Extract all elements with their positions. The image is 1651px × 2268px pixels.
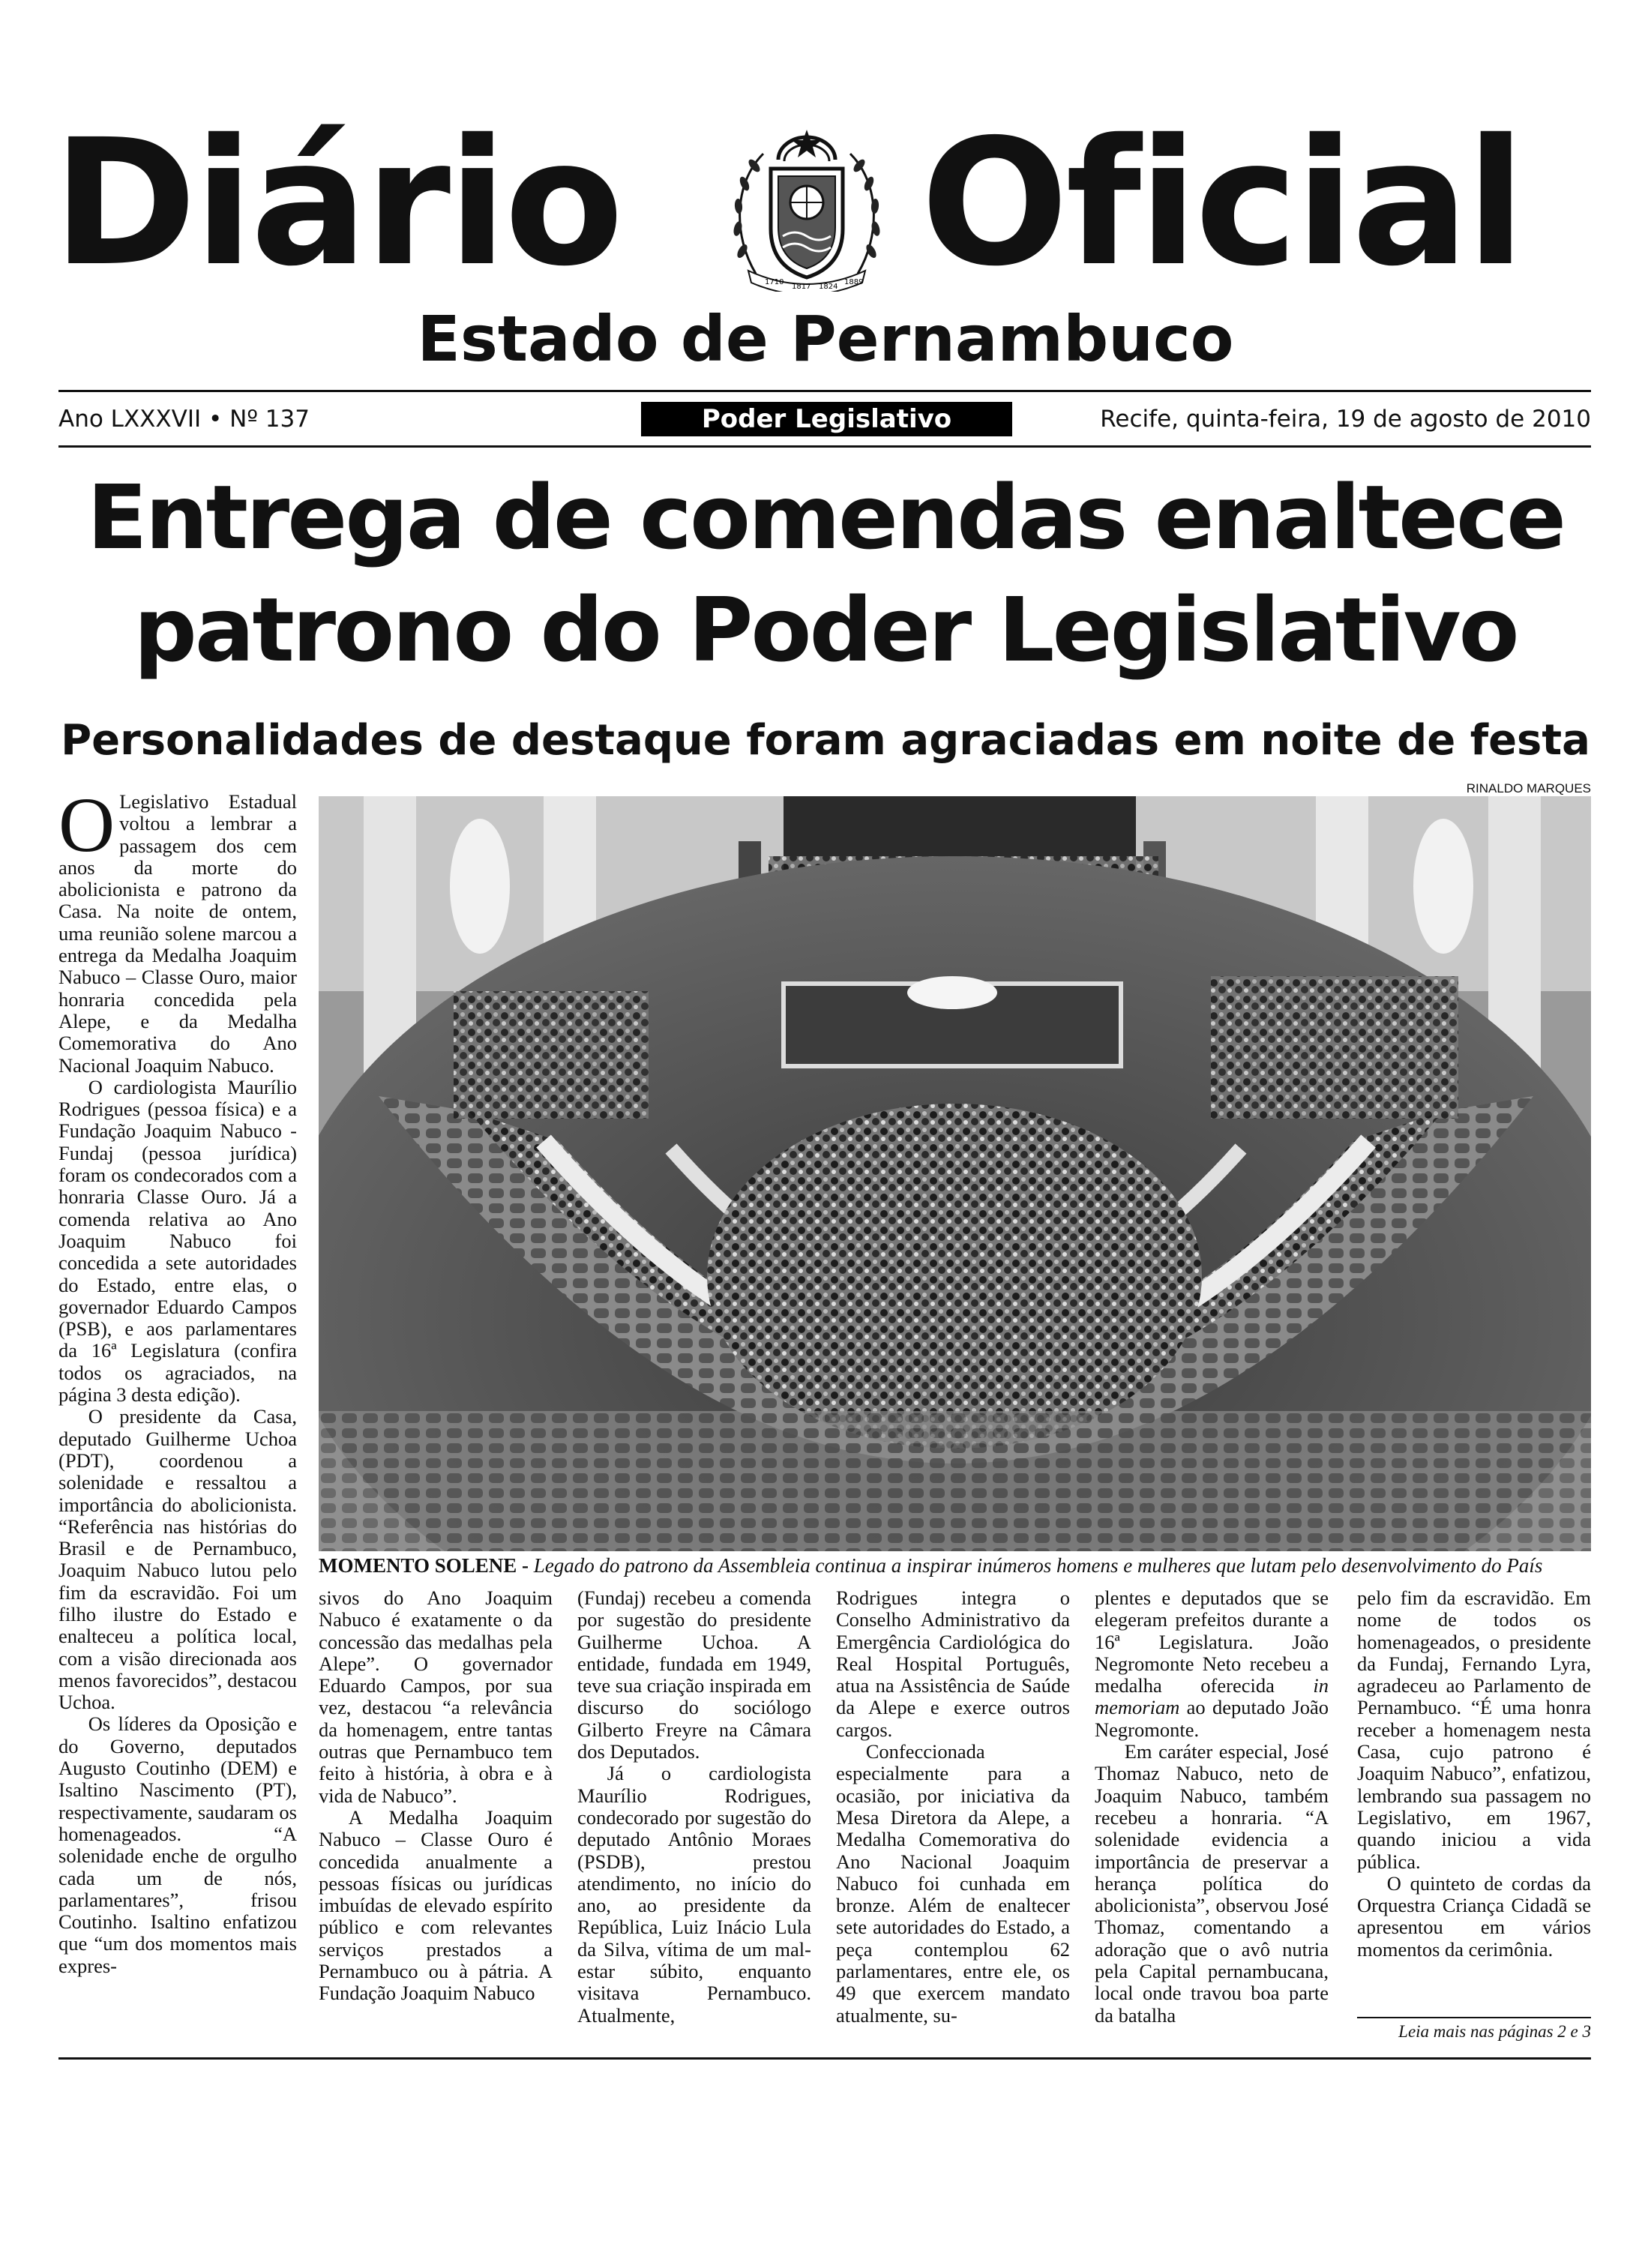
article-paragraph: pelo fim da escravidão. Em nome de todos os homenageados, o presidente da Fundaj, Fernando Lyra, agradeceu ao Parlamento de Pernambuco. “É uma honra receber a homenagem nesta Casa, cujo patrono é Joaquim Nabuco”, enfatizou, lembrando sua passagem no Legislativo, em 1967, quando iniciou a vida pública. (1357, 1586, 1591, 1873)
article-paragraph: sivos do Ano Joaquim Nabuco é exatamente o da concessão das medalhas pela Alepe”. O governador Eduardo Campos, por sua vez, destacou “a relevância da homenagem, entre tantas outras que Pernambuco tem feito à história, à obra e à vida de Nabuco”. (319, 1586, 553, 1807)
article-column-6 (1357, 1587, 1591, 1961)
top-rule (58, 390, 1591, 392)
article-paragraph: Legislativo Estadual voltou a lembrar a passagem dos cem anos da morte do abolicionista e patrono da Casa. Na noite de ontem, uma reunião solene marcou a entrega da Medalha Joaquim Nabuco – Classe Ouro, maior honraria concedida pela Alepe, e da Medalha Comemorativa do Ano Nacional Joaquim Nabuco. (58, 790, 297, 1077)
crest-year-3: 1824 (819, 283, 838, 291)
caption-label: MOMENTO SOLENE - (319, 1554, 529, 1577)
issue-date: Recife, quinta-feira, 19 de agosto de 2010 (1100, 406, 1591, 433)
article-column-4 (836, 1587, 1070, 2027)
ceremony-photo (319, 796, 1591, 1551)
article-paragraph: Os líderes da Oposição e do Governo, deputados Augusto Coutinho (DEM) e Isaltino Nascimento (PT), respectivamente, saudaram os homenageados. “A solenidade enche de orgulho cada um de nós, parlamentares”, frisou Coutinho. Isaltino enfatizou que “um dos momentos mais expres- (58, 1712, 297, 1977)
article-paragraph: O cardiologista Maurílio Rodrigues (pessoa física) e a Fundação Joaquim Nabuco - Fundaj (pessoa jurídica) foram os condecorados com a honraria Classe Ouro. Já a comenda relativa ao Ano Joaquim Nabuco foi concedida a sete autoridades do Estado, entre elas, o governador Eduardo Campos (PSB), e aos parlamentares da 16ª Legislatura (confira todos os agraciados, na página 3 desta edição). (58, 1075, 297, 1407)
masthead-title-part2: Oficial (921, 102, 1523, 304)
article-paragraph: Já o cardiologista Maurílio Rodrigues, condecorado por sugestão do deputado Antônio Moraes (PSDB), prestou atendimento, no início do ano, ao presidente da República, Luiz Inácio Lula da Silva, vítima de um mal-estar súbito, enquanto visitava Pernambuco. Atualmente, (577, 1762, 811, 2027)
crest-year-4: 1889 (844, 278, 864, 286)
article-column-5 (1095, 1587, 1329, 2027)
article-paragraph: Rodrigues integra o Conselho Administrativo da Emergência Cardiológica do Real Hospital Português, atua na Assistência de Saúde da Alepe e exerce outros cargos. (836, 1586, 1070, 1741)
article-paragraph: (Fundaj) recebeu a comenda por sugestão do presidente Guilherme Uchoa. A entidade, fundada em 1949, teve sua criação inspirada em discurso do sociólogo Gilberto Freyre na Câmara dos Deputados. (577, 1586, 811, 1763)
masthead-subtitle: Estado de Pernambuco (417, 302, 1234, 376)
paragraph-text: plentes e deputados que se elegeram prefeitos durante a 16ª Legislatura. João Negromonte Neto recebeu a medalha oferecida (1095, 1586, 1329, 1697)
article-paragraph: Confeccionada especialmente para a ocasião, por iniciativa da Mesa Diretora da Alepe, a Medalha Comemorativa do Ano Nacional Joaquim Nabuco foi cunhada em bronze. Além de enaltecer sete autoridades do Estado, a peça contemplou 62 parlamentares, entre ele, os 49 que exercem mandato atualmente, su- (836, 1740, 1070, 2027)
article-column-1 (58, 782, 297, 2268)
info-bar-bottom-rule (58, 445, 1591, 448)
article-paragraph: O presidente da Casa, deputado Guilherme Uchoa (PDT), coordenou a solenidade e ressaltou a importância do abolicionista. “Referência nas histórias do Brasil e de Pernambuco, Joaquim Nabuco lutou pelo fim da escravidão. Foi um filho ilustre do Estado e enalteceu a política local, com a visão direcionada aos menos favorecidos”, destacou Uchoa. (58, 1405, 297, 1714)
headline-line-1: Entrega de comendas enaltece (87, 466, 1564, 569)
masthead-title-part1: Diário (52, 102, 621, 304)
paragraph-text: ao deputado João Negromonte. (1095, 1696, 1329, 1741)
photo-credit: RINALDO MARQUES (1466, 781, 1591, 795)
article-paragraph: O quinteto de cordas da Orquestra Criança Cidadã se apresentou em vários momentos da cerimônia. (1357, 1871, 1591, 1961)
headline-line-2: patrono do Poder Legislativo (133, 578, 1518, 682)
article-paragraph: A Medalha Joaquim Nabuco – Classe Ouro é concedida anualmente a pessoas físicas ou jurídicas imbuídas de elevado espírito público e com relevantes serviços prestados a Pernambuco ou à pátria. A Fundação Joaquim Nabuco (319, 1805, 553, 2005)
article-column-3 (577, 1587, 811, 2027)
dropcap-letter: O (58, 782, 115, 868)
article-paragraph (1095, 1587, 1329, 1741)
article-paragraph: Em caráter especial, José Thomaz Nabuco, neto de Joaquim Nabuco, também recebeu a honraria. “A solenidade evidencia a importância de preservar a herança política do abolicionista”, observou José Thomaz, comentando a adoração que o avô nutria pela Capital pernambucana, local onde travou boa parte da batalha (1095, 1740, 1329, 2027)
bottom-rule (58, 2057, 1591, 2060)
issue-number: Ano LXXXVII • Nº 137 (58, 406, 310, 433)
pernambuco-coat-of-arms-icon (726, 124, 888, 292)
read-more-rule (1357, 2017, 1591, 2018)
italic-phrase: in memoriam (1095, 1674, 1329, 1719)
article-column-2 (319, 1587, 553, 2005)
main-headline (45, 461, 1606, 686)
photo-caption (319, 1554, 1591, 1577)
caption-text: Legado do patrono da Assembleia continua a inspirar inúmeros homens e mulheres que lutam pelo desenvolvimento do País (533, 1554, 1543, 1577)
read-more-link[interactable]: Leia mais nas páginas 2 e 3 (1398, 2022, 1591, 2041)
section-label: Poder Legislativo (641, 402, 1012, 436)
subheadline: Personalidades de destaque foram agraciadas em noite de festa (61, 716, 1590, 765)
crest-year-1: 1710 (765, 278, 784, 286)
crest-year-2: 1817 (792, 283, 811, 291)
